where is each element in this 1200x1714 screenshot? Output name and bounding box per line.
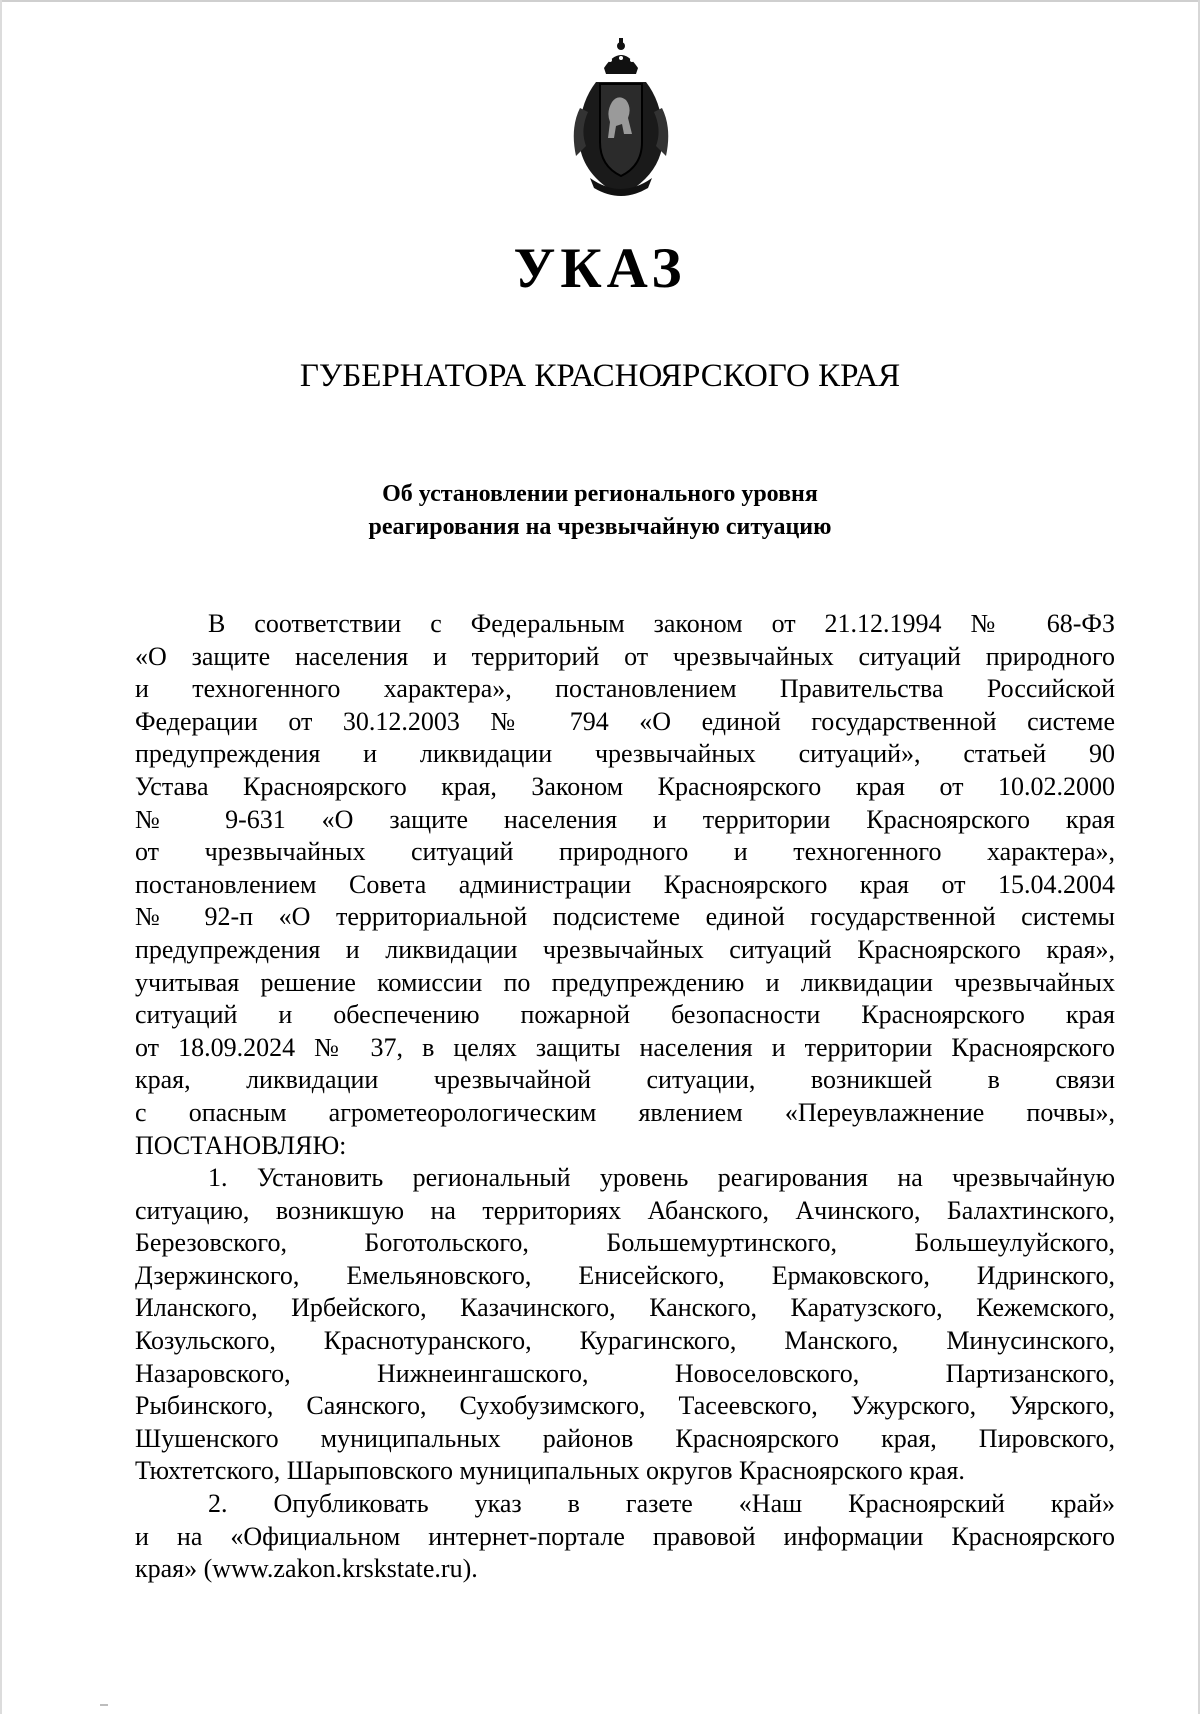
body-line: ситуацию, возникшую на территориях Абанского, Ачинского, Балахтинского, xyxy=(135,1195,1115,1225)
body-line: 1. Установить региональный уровень реагирования на чрезвычайную xyxy=(208,1163,1115,1193)
body-line: Федерации от 30.12.2003 № 794 «О единой государственной системе xyxy=(135,706,1115,736)
issuer: ГУБЕРНАТОРА КРАСНОЯРСКОГО КРАЯ xyxy=(299,358,901,394)
document-body xyxy=(135,608,1115,1586)
body-line: № 9-631 «О защите населения и территории Красноярского края xyxy=(135,804,1115,834)
body-line: Иланского, Ирбейского, Казачинского, Канского, Каратузского, Кежемского, xyxy=(135,1293,1115,1323)
document-title-line: Об установлении регионального уровня xyxy=(382,481,818,507)
scan-artifact xyxy=(100,1704,108,1706)
scan-edge-top xyxy=(0,0,1200,2)
body-line: учитывая решение комиссии по предупреждению и ликвидации чрезвычайных xyxy=(135,967,1115,997)
body-line: Назаровского, Нижнеингашского, Новоселовского, Партизанского, xyxy=(135,1358,1115,1388)
body-line: ситуаций и обеспечению пожарной безопасности Красноярского края xyxy=(135,1000,1115,1030)
body-line: 2. Опубликовать указ в газете «Наш Красноярский край» xyxy=(208,1489,1115,1519)
body-line: ПОСТАНОВЛЯЮ: xyxy=(135,1130,347,1160)
body-line: Устава Красноярского края, Законом Красноярского края от 10.02.2000 xyxy=(135,771,1115,801)
body-line: края» (www.zakon.krskstate.ru). xyxy=(135,1554,478,1584)
body-line: от чрезвычайных ситуаций природного и техногенного характера», xyxy=(135,837,1115,867)
body-line: «О защите населения и территорий от чрезвычайных ситуаций природного xyxy=(135,641,1115,671)
body-line: Тюхтетского, Шарыповского муниципальных округов Красноярского края. xyxy=(135,1456,965,1486)
body-line: предупреждения и ликвидации чрезвычайных ситуаций Красноярского края», xyxy=(135,934,1115,964)
body-line: с опасным агрометеорологическим явлением «Переувлажнение почвы», xyxy=(135,1097,1115,1127)
body-line: и на «Официальном интернет-портале правовой информации Красноярского xyxy=(135,1521,1115,1551)
body-line: Дзержинского, Емельяновского, Енисейского, Ермаковского, Идринского, xyxy=(135,1260,1115,1290)
document-title-line: реагирования на чрезвычайную ситуацию xyxy=(368,514,832,540)
body-line: постановлением Совета администрации Красноярского края от 15.04.2004 xyxy=(135,869,1115,899)
body-line: Козульского, Краснотуранского, Курагинского, Манского, Минусинского, xyxy=(135,1326,1115,1356)
body-line: Шушенского муниципальных районов Красноярского края, Пировского, xyxy=(135,1423,1115,1453)
body-line: Березовского, Боготольского, Большемуртинского, Большеулуйского, xyxy=(135,1228,1115,1258)
body-line: № 92-п «О территориальной подсистеме единой государственной системы xyxy=(135,902,1115,932)
document-title xyxy=(0,478,1200,544)
body-line: Рыбинского, Саянского, Сухобузимского, Тасеевского, Ужурского, Уярского, xyxy=(135,1391,1115,1421)
body-line: от 18.09.2024 № 37, в целях защиты населения и территории Красноярского xyxy=(135,1032,1115,1062)
body-line: и техногенного характера», постановлением Правительства Российской xyxy=(135,674,1115,704)
document-type: УКАЗ xyxy=(513,237,687,300)
body-line: В соответствии с Федеральным законом от 21.12.1994 № 68-ФЗ xyxy=(208,609,1115,638)
body-line: края, ликвидации чрезвычайной ситуации, возникшей в связи xyxy=(135,1065,1115,1095)
coat-of-arms-icon xyxy=(566,38,676,198)
body-line: предупреждения и ликвидации чрезвычайных ситуаций», статьей 90 xyxy=(135,739,1115,769)
